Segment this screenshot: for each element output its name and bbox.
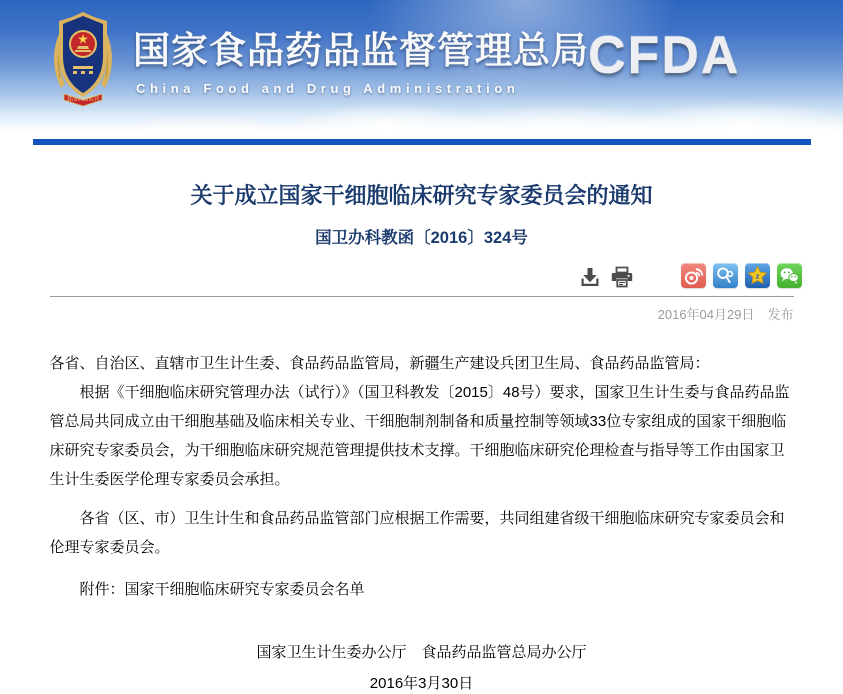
share-sina-weibo-button[interactable]	[681, 263, 706, 288]
qzone-icon	[745, 263, 770, 288]
sina-weibo-icon	[681, 263, 706, 288]
header-divider-bar	[33, 139, 811, 145]
cfda-emblem-logo[interactable]	[48, 8, 118, 107]
download-button[interactable]	[578, 265, 602, 289]
print-icon	[610, 265, 634, 289]
print-button[interactable]	[610, 265, 634, 289]
article-body	[50, 349, 794, 604]
org-name-cn: 国家食品药品监督管理总局	[133, 30, 589, 71]
emblem-ribbon-text: 食品药品监管	[66, 96, 100, 103]
signature-date: 2016年3月30日	[369, 675, 474, 692]
toolbar-divider	[50, 296, 794, 297]
article-content	[33, 182, 811, 694]
share-wechat-button[interactable]	[777, 263, 802, 288]
paragraph-main: 根据《干细胞临床研究管理办法（试行）》（国卫科教发〔2015〕48号）要求，国家卫生计生委与食品药品监管总局共同成立由干细胞基础及临床相关专业、干细胞制剂制备和质量控制等领域33位专家组成的国家干细胞临床研究专家委员会，为干细胞临床研究规范管理提供技术支撑。干细胞临床研究伦理检查与指导等工作由国家卫生计生委医学伦理专家委员会承担。	[49, 384, 790, 488]
org-name-en: China Food and Drug Administration	[136, 81, 520, 96]
wechat-icon	[777, 263, 802, 288]
toolbar	[50, 263, 794, 293]
download-icon	[578, 265, 602, 289]
share-qzone-button[interactable]	[745, 263, 770, 288]
site-banner	[0, 0, 843, 131]
org-name-block[interactable]	[133, 20, 589, 96]
share-buttons	[681, 263, 802, 288]
share-tencent-weibo-button[interactable]	[713, 263, 738, 288]
signature-offices: 国家卫生计生委办公厅 食品药品监管总局办公厅	[256, 644, 587, 661]
article-title: 关于成立国家干细胞临床研究专家委员会的通知	[190, 183, 653, 208]
tencent-weibo-icon	[713, 263, 738, 288]
publish-date: 2016年04月29日	[657, 307, 755, 322]
svg-text:z: z	[755, 271, 759, 281]
doc-number: 国卫办科教函〔2016〕324号	[315, 229, 528, 247]
cfda-acronym-logo: CFDA	[588, 27, 741, 85]
paragraph-provincial: 各省（区、市）卫生计生和食品药品监管部门应根据工作需要，共同组建省级干细胞临床研究专家委员会和伦理专家委员会。	[49, 510, 785, 556]
paragraph-addressees: 各省、自治区、直辖市卫生计生委、食品药品监管局，新疆生产建设兵团卫生局、食品药品监管局：	[49, 355, 710, 372]
attachment-line: 附件：国家干细胞临床研究专家委员会名单	[79, 581, 365, 598]
publish-date-line	[50, 306, 794, 323]
publish-label: 发布	[767, 307, 794, 322]
